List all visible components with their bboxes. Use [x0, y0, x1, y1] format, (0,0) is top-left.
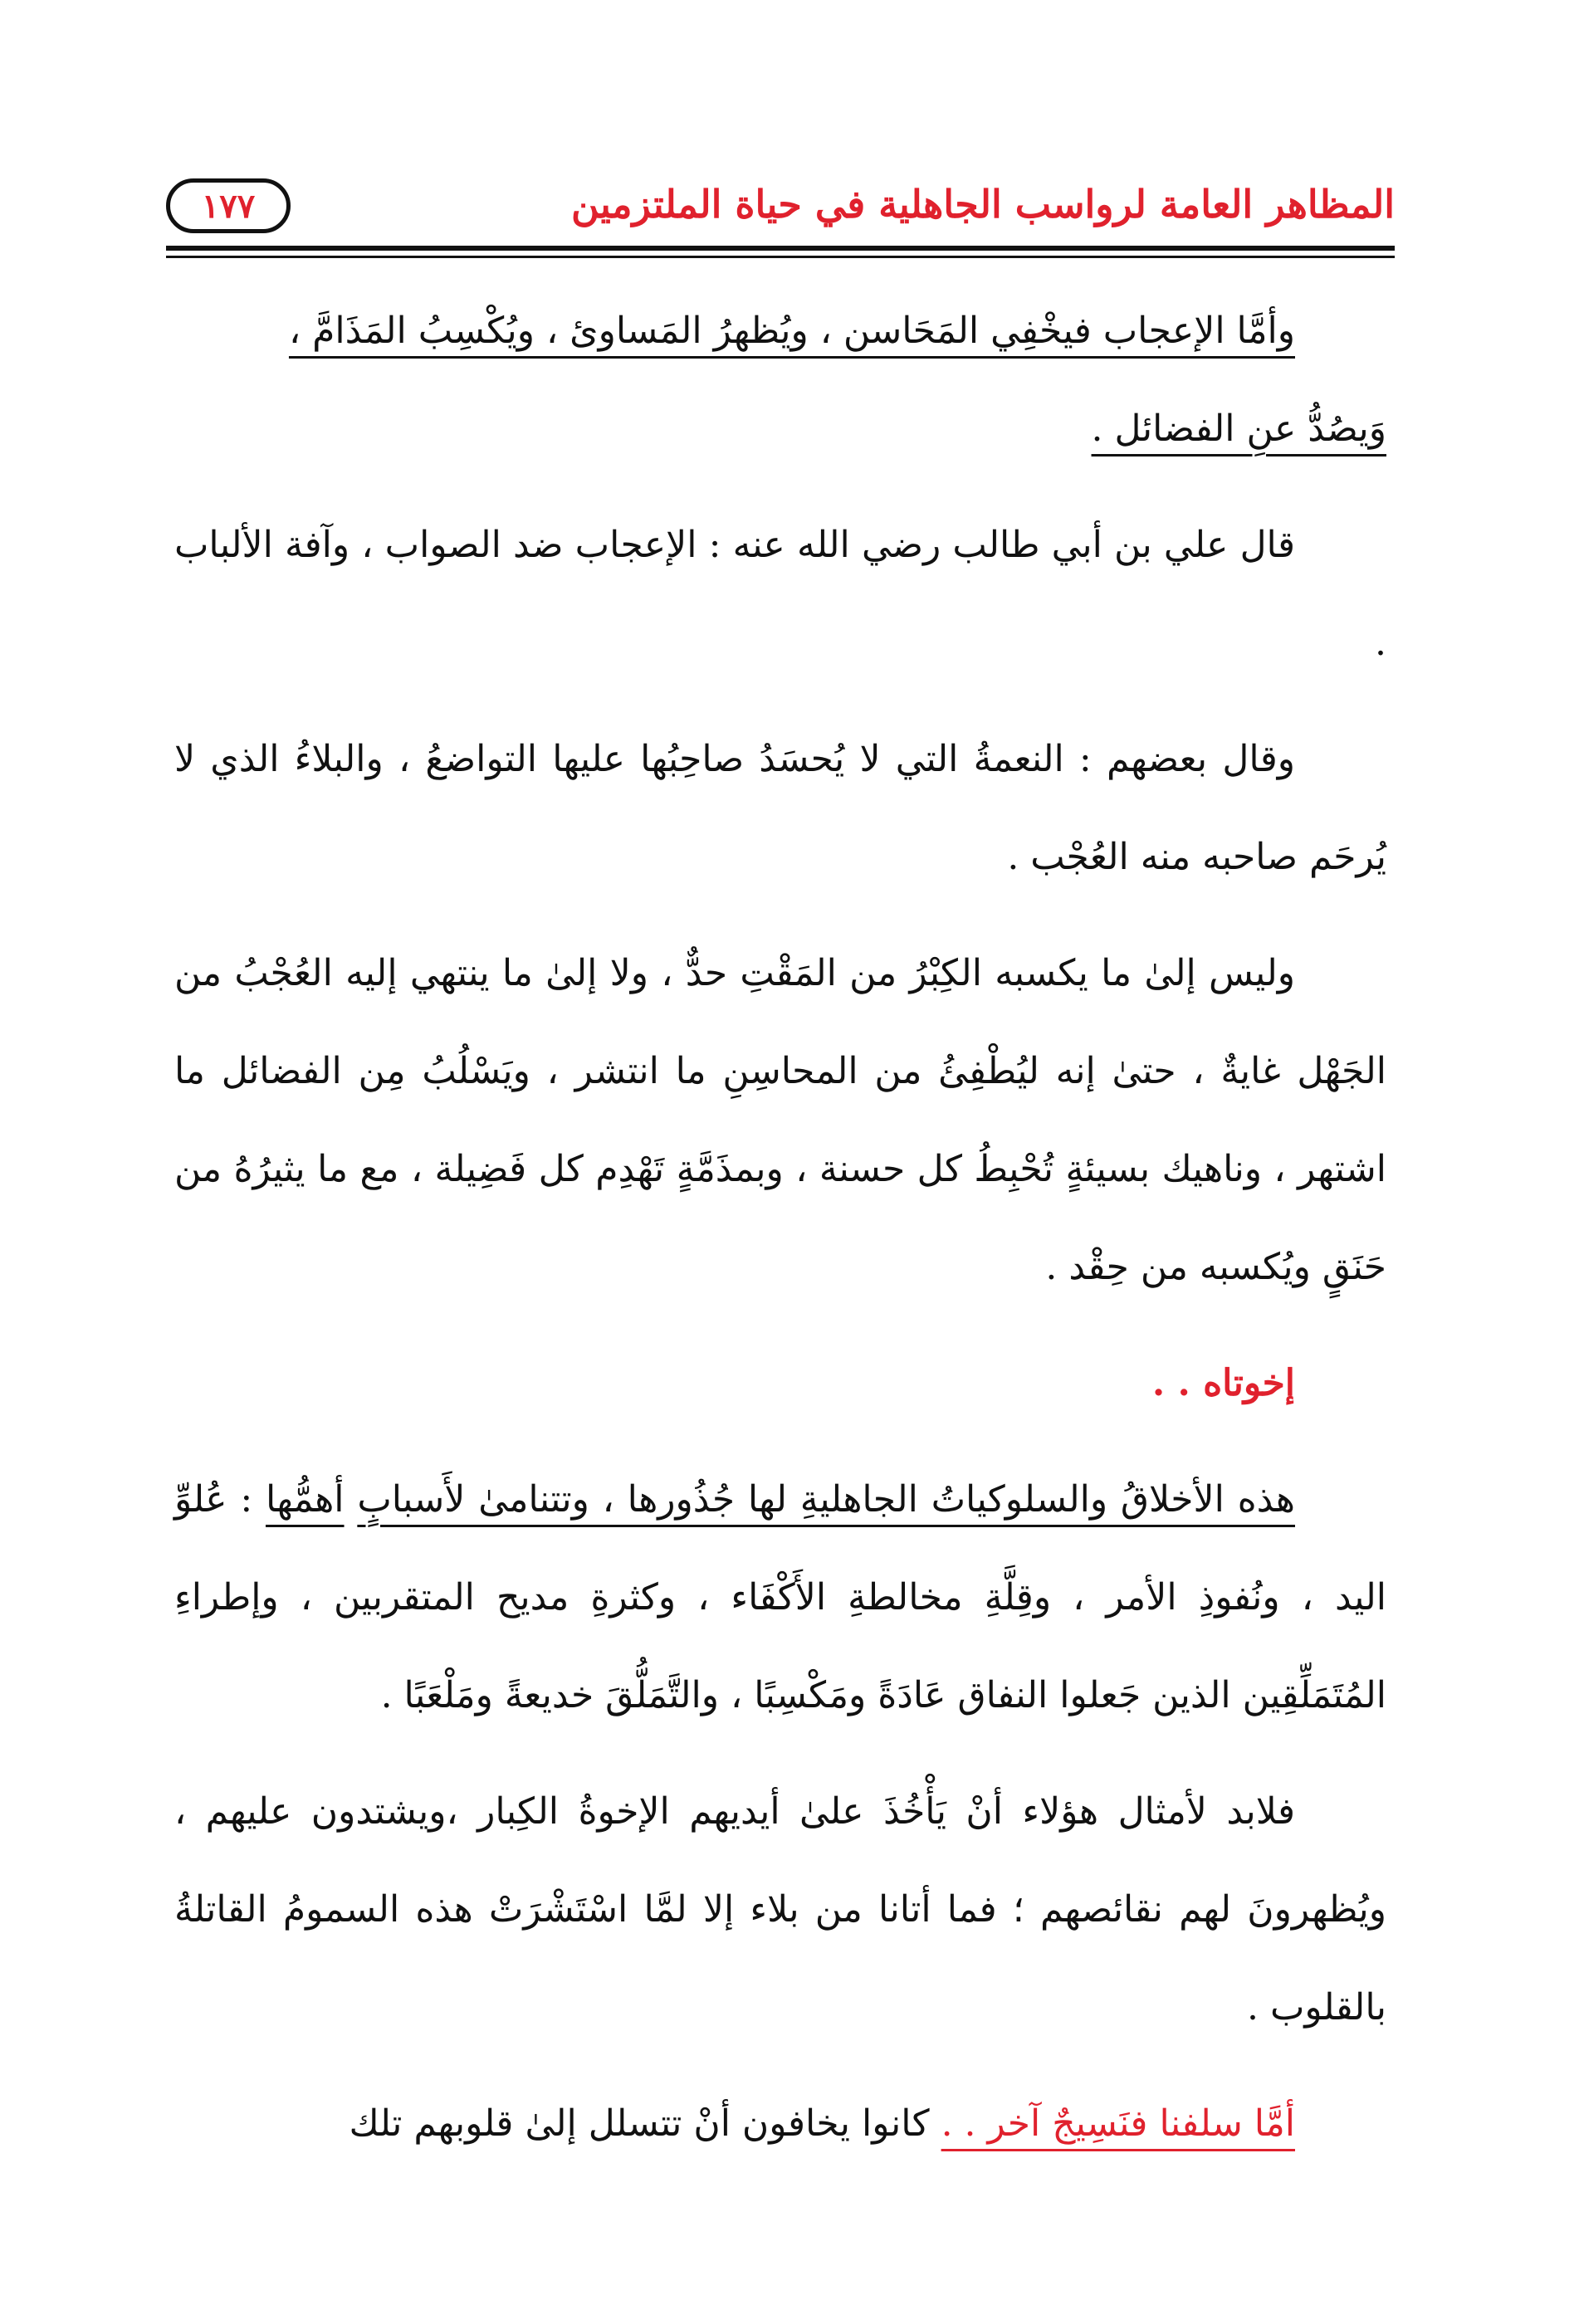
paragraph-causes-rest: : عُلوِّ اليد ، ونُفوذِ الأمر ، وقِلَّةِ مخالطةِ الأَكْفَاء ، وكثرةِ مديح المتقربين ، وإطراءِ المُتَمَلِّقِين الذين جَعلوا النفاق عَادَةً ومَكْسِبًا ، والتَّمَلُّقَ خديعةً ومَلْعَبًا . [174, 1478, 1386, 1716]
paragraph-salaf [174, 2075, 1386, 2173]
page-number: ١٧٧ [201, 186, 256, 226]
paragraph-causes [174, 1451, 1386, 1745]
header-rule-thin [166, 256, 1395, 258]
page-body [174, 282, 1386, 2191]
salaf-highlight: أمَّا سلفنا فنَسِيجٌ آخر . . [941, 2102, 1295, 2145]
paragraph-elders: فلابد لأمثال هؤلاء أنْ يَأْخُذَ علىٰ أيديهم الإخوةُ الكِبار ،ويشتدون عليهم ، ويُظهرونَ لهم نقائصهم ؛ فما أتانا من بلاء إلا لمَّا اسْتَشْرَتْ هذه السمومُ القاتلةُ بالقلوب . [174, 1790, 1386, 2029]
running-title: المظاهر العامة لرواسب الجاهلية في حياة الملتزمين [571, 182, 1395, 227]
heading-brothers: إخوتاه . . [1151, 1362, 1295, 1404]
paragraph-pride-line2: وَيصُدُّ عنِ الفضائل . [1091, 408, 1386, 450]
paragraph-pride-line1: وأمَّا الإعجاب فيخْفِي المَحَاسن ، ويُظهرُ المَساوئ ، ويُكْسِبُ المَذَامَّ ، [288, 310, 1295, 352]
paragraph-arrogance: وليس إلىٰ ما يكسبه الكِبْرُ من المَقْتِ حدٌّ ، ولا إلىٰ ما ينتهي إليه العُجْبُ من الجَهْل غايةٌ ، حتىٰ إنه ليُطْفِئُ من المحاسِنِ ما انتشر ، ويَسْلُبُ مِن الفضائل ما اشتهر ، وناهيك بسيئةٍ تُحْبِطُ كل حسنة ، وبمذَمَّةٍ تَهْدِم كل فَضِيلة ، مع ما يثيرُهُ من حَنَقٍ ويُكسبه من حِقْد . [174, 952, 1386, 1288]
page-number-badge [166, 178, 291, 233]
header-rule-thick [166, 246, 1395, 251]
paragraph-ali-quote: قال علي بن أبي طالب رضي الله عنه : الإعجاب ضد الصواب ، وآفة الألباب . [174, 524, 1386, 664]
paragraph-blessing-quote: وقال بعضهم : النعمةُ التي لا يُحسَدُ صاحِبُها عليها التواضعُ ، والبلاءُ الذي لا يُرحَم صاحبه منه العُجْب . [174, 738, 1386, 878]
page-header [166, 170, 1395, 253]
paragraph-causes-line1: هذه الأخلاقُ والسلوكياتُ الجاهليةِ لها جُذُورها ، وتتنامىٰ لأَسبابٍ [357, 1478, 1295, 1521]
paragraph-causes-keyword: أهمُّها [265, 1478, 345, 1521]
paragraph-pride [174, 282, 1386, 478]
salaf-rest: كانوا يخافون أنْ تتسلل إلىٰ قلوبهم تلك [349, 2102, 941, 2145]
